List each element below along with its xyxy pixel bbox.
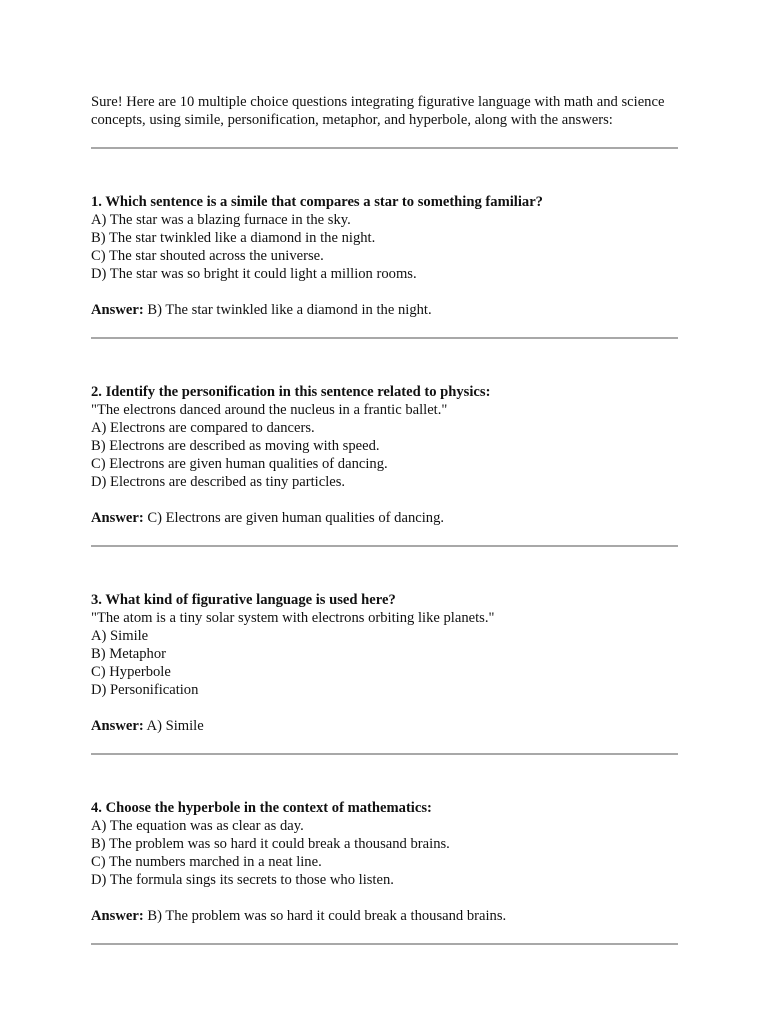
answer-line xyxy=(91,509,681,527)
question-title: 2. Identify the personification in this sentence related to physics: xyxy=(91,384,491,400)
answer-option: D) Electrons are described as tiny particles. xyxy=(91,474,346,490)
question-quote: "The electrons danced around the nucleus in a frantic ballet." xyxy=(91,402,448,418)
document-content xyxy=(91,93,681,945)
answer-text: A) Simile xyxy=(146,718,204,734)
question-title: 1. Which sentence is a simile that compares a star to something familiar? xyxy=(91,194,543,210)
question-block xyxy=(91,799,681,925)
answer-option: D) The formula sings its secrets to those who listen. xyxy=(91,872,394,888)
answer-option: A) Electrons are compared to dancers. xyxy=(91,420,315,436)
answer-option: A) The star was a blazing furnace in the sky. xyxy=(91,212,351,228)
answer-option: B) The problem was so hard it could break a thousand brains. xyxy=(91,836,450,852)
answer-option: B) Metaphor xyxy=(91,646,166,662)
intro-paragraph: Sure! Here are 10 multiple choice questions integrating figurative language with math and science concepts, using simile, personification, metaphor, and hyperbole, along with the answers: xyxy=(91,94,665,128)
answer-option: C) Hyperbole xyxy=(91,664,171,680)
answer-label: Answer: xyxy=(91,908,144,924)
answer-option: B) Electrons are described as moving with speed. xyxy=(91,438,380,454)
answer-option: A) The equation was as clear as day. xyxy=(91,818,304,834)
question-block xyxy=(91,383,681,527)
question-title: 3. What kind of figurative language is used here? xyxy=(91,592,396,608)
answer-text: C) Electrons are given human qualities of dancing. xyxy=(147,510,445,526)
divider xyxy=(91,147,678,149)
answer-option: D) Personification xyxy=(91,682,199,698)
question-quote: "The atom is a tiny solar system with electrons orbiting like planets." xyxy=(91,610,495,626)
divider xyxy=(91,337,678,339)
answer-label: Answer: xyxy=(91,510,144,526)
answer-label: Answer: xyxy=(91,302,144,318)
answer-option: C) Electrons are given human qualities of dancing. xyxy=(91,456,388,472)
divider xyxy=(91,545,678,547)
question-block xyxy=(91,591,681,735)
answer-line xyxy=(91,717,681,735)
divider xyxy=(91,943,678,945)
answer-option: D) The star was so bright it could light a million rooms. xyxy=(91,266,417,282)
answer-line xyxy=(91,907,681,925)
answer-text: B) The problem was so hard it could break a thousand brains. xyxy=(147,908,507,924)
divider xyxy=(91,753,678,755)
answer-option: A) Simile xyxy=(91,628,149,644)
answer-option: C) The numbers marched in a neat line. xyxy=(91,854,322,870)
answer-line xyxy=(91,301,681,319)
question-block xyxy=(91,193,681,319)
answer-option: C) The star shouted across the universe. xyxy=(91,248,324,264)
answer-option: B) The star twinkled like a diamond in the night. xyxy=(91,230,376,246)
answer-text: B) The star twinkled like a diamond in the night. xyxy=(147,302,432,318)
answer-label: Answer: xyxy=(91,718,144,734)
question-title: 4. Choose the hyperbole in the context of mathematics: xyxy=(91,800,432,816)
